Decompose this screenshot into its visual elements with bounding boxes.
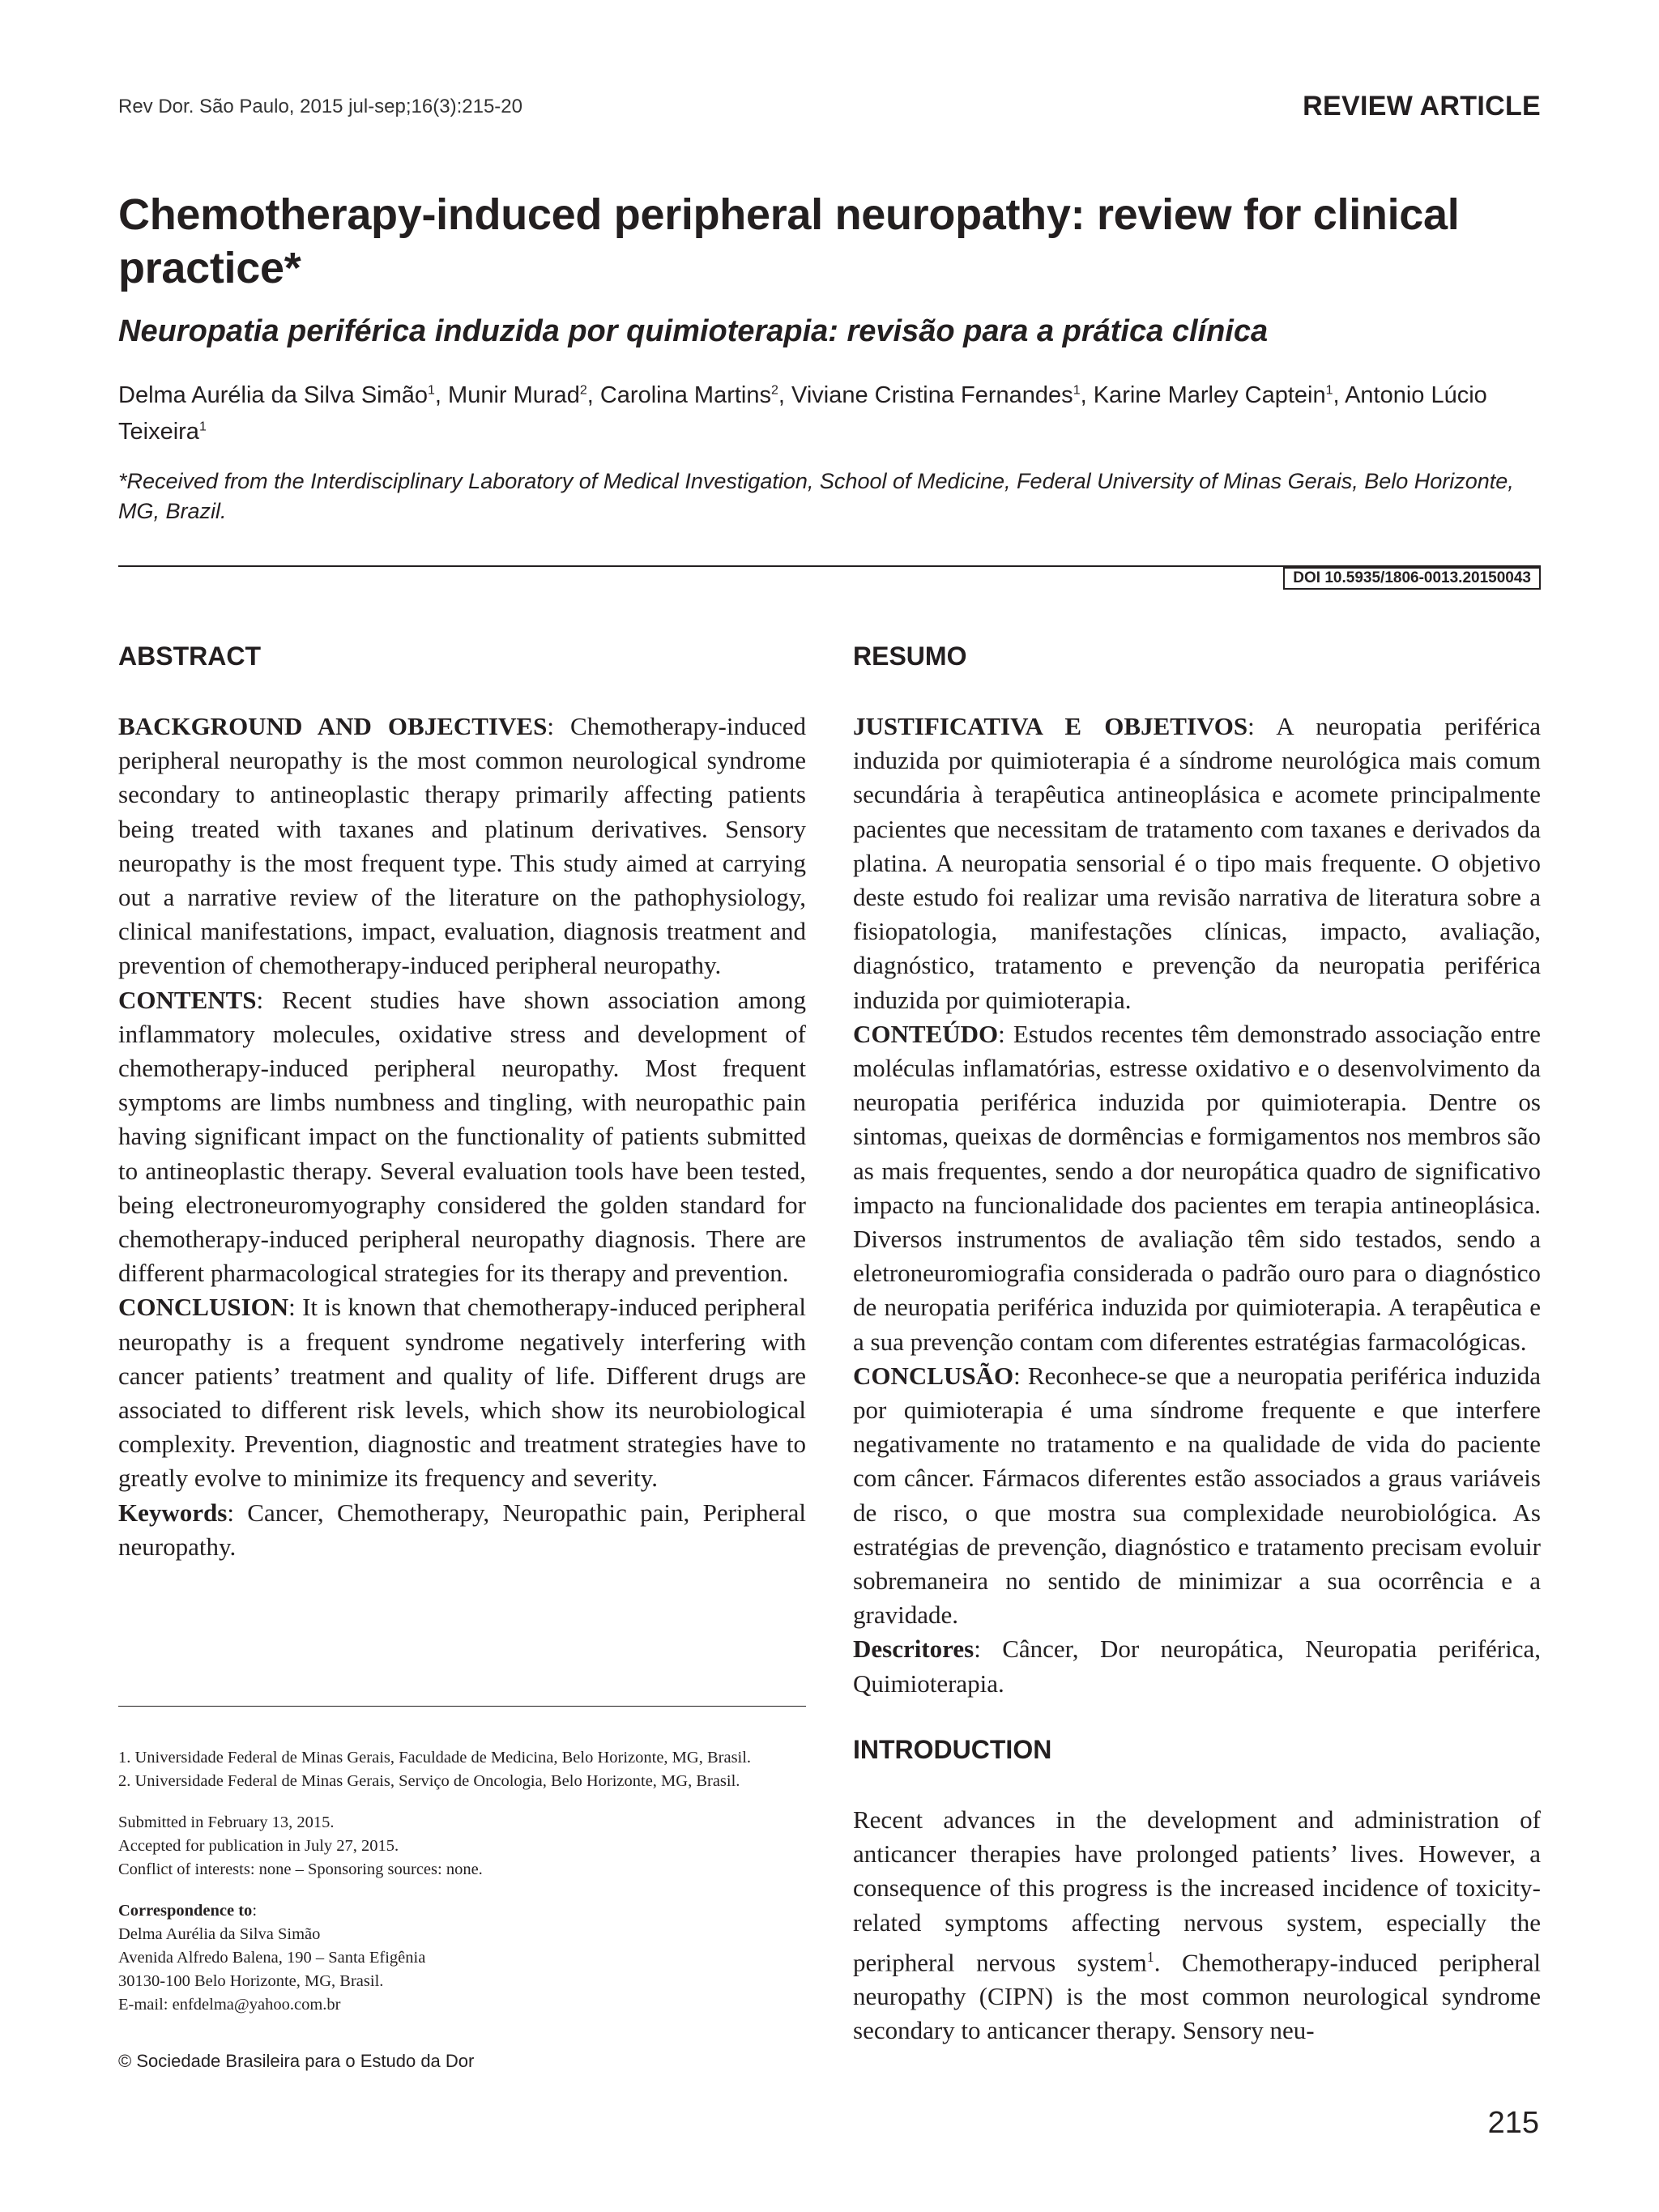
- left-column: [118, 640, 806, 1564]
- correspondence-city: 30130-100 Belo Horizonte, MG, Brasil.: [118, 1972, 384, 1990]
- copyright: © Sociedade Brasileira para o Estudo da Dor: [118, 2051, 475, 2071]
- author: Karine Marley Captein$^1$,: [1093, 381, 1346, 408]
- citation-ref[interactable]: 1: [1146, 1948, 1154, 1965]
- footnotes: [118, 1746, 806, 2017]
- abstract-contents: CONTENTS: Recent studies have shown association among inflammatory molecules, oxidative stress and development of chemotherapy-induced peripheral neuropathy. Most frequent symptoms are limbs numbness and tingling, with neuropathic pain having significant impact on the functionality of patients submitted to antineoplastic therapy. Several evaluation tools have been tested, being electroneuromyography considered the golden standard for chemotherapy-induced peripheral neuropathy diagnosis. There are different pharmacological strategies for its therapy and prevention.: [118, 985, 806, 1288]
- right-column: [853, 640, 1541, 2048]
- footnote-divider: [118, 1706, 806, 1707]
- correspondence-street: Avenida Alfredo Balena, 190 – Santa Efigênia: [118, 1949, 426, 1967]
- introduction-text: Recent advances in the development and administration of anticancer therapies have prolonged patients’ lives. However, a consequence of this progress is the increased incidence of toxicity-related symptoms affecting nervous system, especially the peripheral nervous system$^1$. Chemotherapy-induced peripheral neuropathy (CIPN) is the most common neurological syndrome secondary to anticancer therapy. Sensory neu-: [853, 1805, 1541, 2045]
- article-type: REVIEW ARTICLE: [1303, 91, 1541, 121]
- author: Viviane Cristina Fernandes$^1$,: [791, 381, 1094, 408]
- article-subtitle: Neuropatia periférica induzida por quimioterapia: revisão para a prática clínica: [118, 314, 1269, 348]
- author: Carolina Martins$^2$,: [599, 381, 792, 408]
- abstract-heading: ABSTRACT: [118, 641, 261, 671]
- abstract-conclusion: CONCLUSION: It is known that chemotherapy-induced peripheral neuropathy is a frequent syndrome negatively interfering with cancer patients’ treatment and quality of life. Different drugs are associated to different risk levels, which show its neurobiological complexity. Prevention, diagnostic and treatment strategies have to greatly evolve to minimize its frequency and severity.: [118, 1293, 806, 1493]
- correspondence-name: Delma Aurélia da Silva Simão: [118, 1925, 321, 1943]
- abstract-keywords: Keywords: Cancer, Chemotherapy, Neuropathic pain, Peripheral neuropathy.: [118, 1498, 806, 1561]
- page-number: 215: [1487, 2106, 1539, 2140]
- journal-citation: Rev Dor. São Paulo, 2015 jul-sep;16(3):215-20: [118, 96, 522, 117]
- doi-badge[interactable]: DOI 10.5935/1806-0013.20150043: [1283, 567, 1541, 590]
- submitted-date: Submitted in February 13, 2015.: [118, 1813, 335, 1831]
- introduction-heading: INTRODUCTION: [853, 1734, 1052, 1764]
- author: Delma Aurélia da Silva Simão$^1$,: [118, 381, 449, 408]
- received-note: *Received from the Interdisciplinary Laboratory of Medical Investigation, School of Medicine, Federal University of Minas Gerais, Belo Horizonte, MG, Brazil.: [118, 469, 1514, 523]
- author: Munir Murad$^2$,: [448, 381, 600, 408]
- resumo-heading: RESUMO: [853, 641, 967, 671]
- conflict-of-interests: Conflict of interests: none – Sponsoring sources: none.: [118, 1860, 483, 1878]
- affiliation-1: 1. Universidade Federal de Minas Gerais, Faculdade de Medicina, Belo Horizonte, MG, Brasil.: [118, 1749, 752, 1767]
- article-title: Chemotherapy-induced peripheral neuropathy: review for clinical practice*: [118, 190, 1460, 292]
- resumo-descritores: Descritores: Câncer, Dor neuropática, Neuropatia periférica, Quimioterapia.: [853, 1634, 1541, 1698]
- correspondence-label: Correspondence to:: [118, 1902, 258, 1920]
- author-list: [118, 374, 1544, 448]
- resumo-conteudo: CONTEÚDO: Estudos recentes têm demonstrado associação entre moléculas inflamatórias, estresse oxidativo e o desenvolvimento da neuropatia periférica induzida por quimioterapia. Dentre os sintomas, queixas de dormências e formigamentos nos membros são as mais frequentes, sendo a dor neuropática quadro de significativo impacto na funcionalidade dos pacientes em terapia antineoplásica. Diversos instrumentos de avaliação têm sido testados, sendo a eletroneuromiografia considerada o padrão ouro para o diagnóstico de neuropatia periférica induzida por quimioterapia. A terapêutica e a sua prevenção contam com diferentes estratégias farmacológicas.: [853, 1019, 1541, 1356]
- abstract-background: BACKGROUND AND OBJECTIVES: Chemotherapy-induced peripheral neuropathy is the most common neurological syndrome secondary to antineoplastic therapy primarily affecting patients being treated with taxanes and platinum derivatives. Sensory neuropathy is the most frequent type. This study aimed at carrying out a narrative review of the literature on the pathophysiology, clinical manifestations, impact, evaluation, diagnosis treatment and prevention of chemotherapy-induced peripheral neuropathy.: [118, 712, 806, 980]
- resumo-justificativa: JUSTIFICATIVA E OBJETIVOS: A neuropatia periférica induzida por quimioterapia é a síndrome neurológica mais comum secundária à terapêutica antineoplásica e acomete principalmente pacientes que necessitam de tratamento com taxanes e derivados da platina. A neuropatia sensorial é o tipo mais frequente. O objetivo deste estudo foi realizar uma revisão narrativa de literatura sobre a fisiopatologia, manifestações clínicas, impacto, avaliação, diagnóstico, tratamento e prevenção da neuropatia periférica induzida por quimioterapia.: [853, 712, 1542, 1014]
- accepted-date: Accepted for publication in July 27, 2015.: [118, 1837, 399, 1855]
- resumo-conclusao: CONCLUSÃO: Reconhece-se que a neuropatia periférica induzida por quimioterapia é uma síndrome frequente e que interfere negativamente no tratamento e na qualidade de vida do paciente com câncer. Fármacos diferentes estão associados a graus variáveis de risco, o que mostra sua complexidade neurobiológica. As estratégias de prevenção, diagnóstico e tratamento precisam evoluir sobremaneira no sentido de minimizar a sua ocorrência e a gravidade.: [853, 1361, 1541, 1630]
- correspondence-email[interactable]: E-mail: enfdelma@yahoo.com.br: [118, 1996, 341, 2014]
- affiliation-2: 2. Universidade Federal de Minas Gerais, Serviço de Oncologia, Belo Horizonte, MG, Brasil.: [118, 1772, 740, 1790]
- author: Antonio Lúcio Teixeira$^1$: [118, 381, 1487, 445]
